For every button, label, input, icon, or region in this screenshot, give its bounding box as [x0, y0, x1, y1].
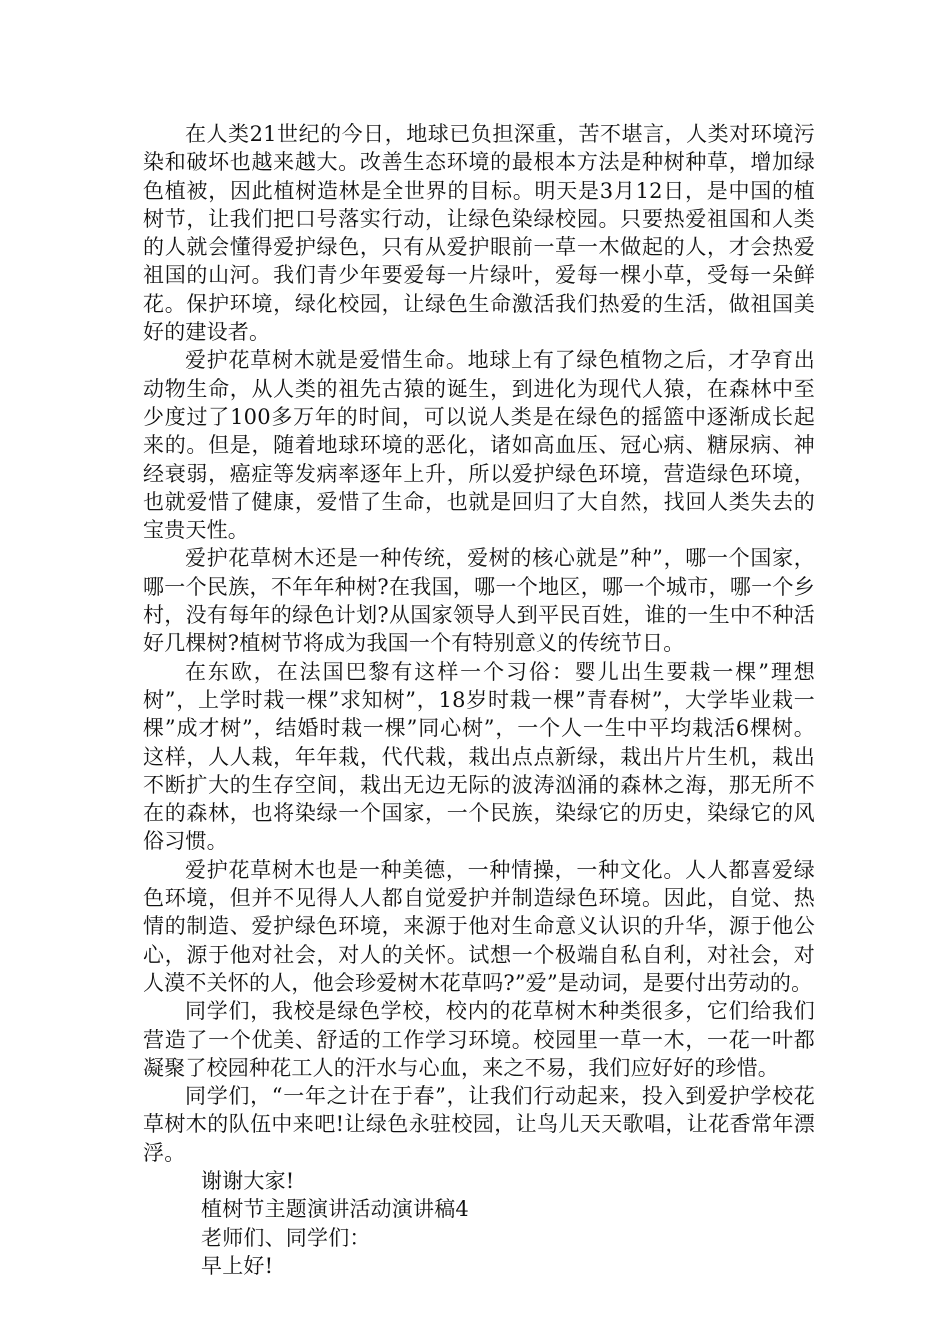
next-speech-title: 植树节主题演讲活动演讲稿4: [201, 1197, 469, 1222]
paragraph-4: 在东欧，在法国巴黎有这样一个习俗：婴儿出生要栽一棵”理想树”，上学时栽一棵”求知树”，18岁时栽一棵”青春树”，大学毕业栽一棵”成才树”，结婚时栽一棵”同心树”，一个人一生中平均栽活6棵树。这样，人人栽，年年栽，代代栽，栽出点点新绿，栽出片片生机，栽出不断扩大的生存空间，栽出无边无际的波涛汹涌的森林之海，那无所不在的森林，也将染绿一个国家，一个民族，染绿它的历史，染绿它的风俗习惯。: [143, 659, 815, 854]
paragraph-3: 爱护花草树木还是一种传统，爱树的核心就是”种”，哪一个国家，哪一个民族，不年年种树?在我国，哪一个地区，哪一个城市，哪一个乡村，没有每年的绿色计划?从国家领导人到平民百姓，谁的一生中不种活好几棵树?植树节将成为我国一个有特别意义的传统节日。: [143, 546, 815, 656]
paragraph-6: 同学们，我校是绿色学校，校内的花草树木种类很多，它们给我们营造了一个优美、舒适的工作学习环境。校园里一草一木，一花一叶都凝聚了校园种花工人的汗水与心血，来之不易，我们应好好的珍惜。: [143, 999, 815, 1080]
salutation: 老师们、同学们：: [201, 1225, 371, 1250]
closing-thanks: 谢谢大家!: [201, 1168, 295, 1193]
paragraph-7: 同学们，“一年之计在于春”，让我们行动起来，投入到爱护学校花草树木的队伍中来吧!让绿色永驻校园，让鸟儿天天歌唱，让花香常年漂浮。: [143, 1084, 815, 1165]
greeting: 早上好!: [201, 1253, 274, 1278]
paragraph-2: 爱护花草树木就是爱惜生命。地球上有了绿色植物之后，才孕育出动物生命，从人类的祖先古猿的诞生，到进化为现代人猿，在森林中至少度过了100多万年的时间，可以说人类是在绿色的摇篮中逐渐成长起来的。但是，随着地球环境的恶化，诸如高血压、冠心病、糖尿病、神经衰弱，癌症等发病率逐年上升，所以爱护绿色环境，营造绿色环境，也就爱惜了健康，爱惜了生命，也就是回归了大自然，找回人类失去的宝贵天性。: [143, 348, 815, 543]
paragraph-5: 爱护花草树木也是一种美德，一种情操，一种文化。人人都喜爱绿色环境，但并不见得人人都自觉爱护并制造绿色环境。因此，自觉、热情的制造、爱护绿色环境，来源于他对生命意义认识的升华，源于他公心，源于他对社会，对人的关怀。试想一个极端自私自利，对社会，对人漠不关怀的人，他会珍爱树木花草吗?”爱”是动词，是要付出劳动的。: [143, 857, 815, 995]
document-page: [143, 120, 815, 1280]
paragraph-1: 在人类21世纪的今日，地球已负担深重，苦不堪言，人类对环境污染和破坏也越来越大。改善生态环境的最根本方法是种树种草，增加绿色植被，因此植树造林是全世界的目标。明天是3月12日，是中国的植树节，让我们把口号落实行动，让绿色染绿校园。只要热爱祖国和人类的人就会懂得爱护绿色，只有从爱护眼前一草一木做起的人，才会热爱祖国的山河。我们青少年要爱每一片绿叶，爱每一棵小草，受每一朵鲜花。保护环境，绿化校园，让绿色生命激活我们热爱的生活，做祖国美好的建设者。: [143, 122, 815, 345]
